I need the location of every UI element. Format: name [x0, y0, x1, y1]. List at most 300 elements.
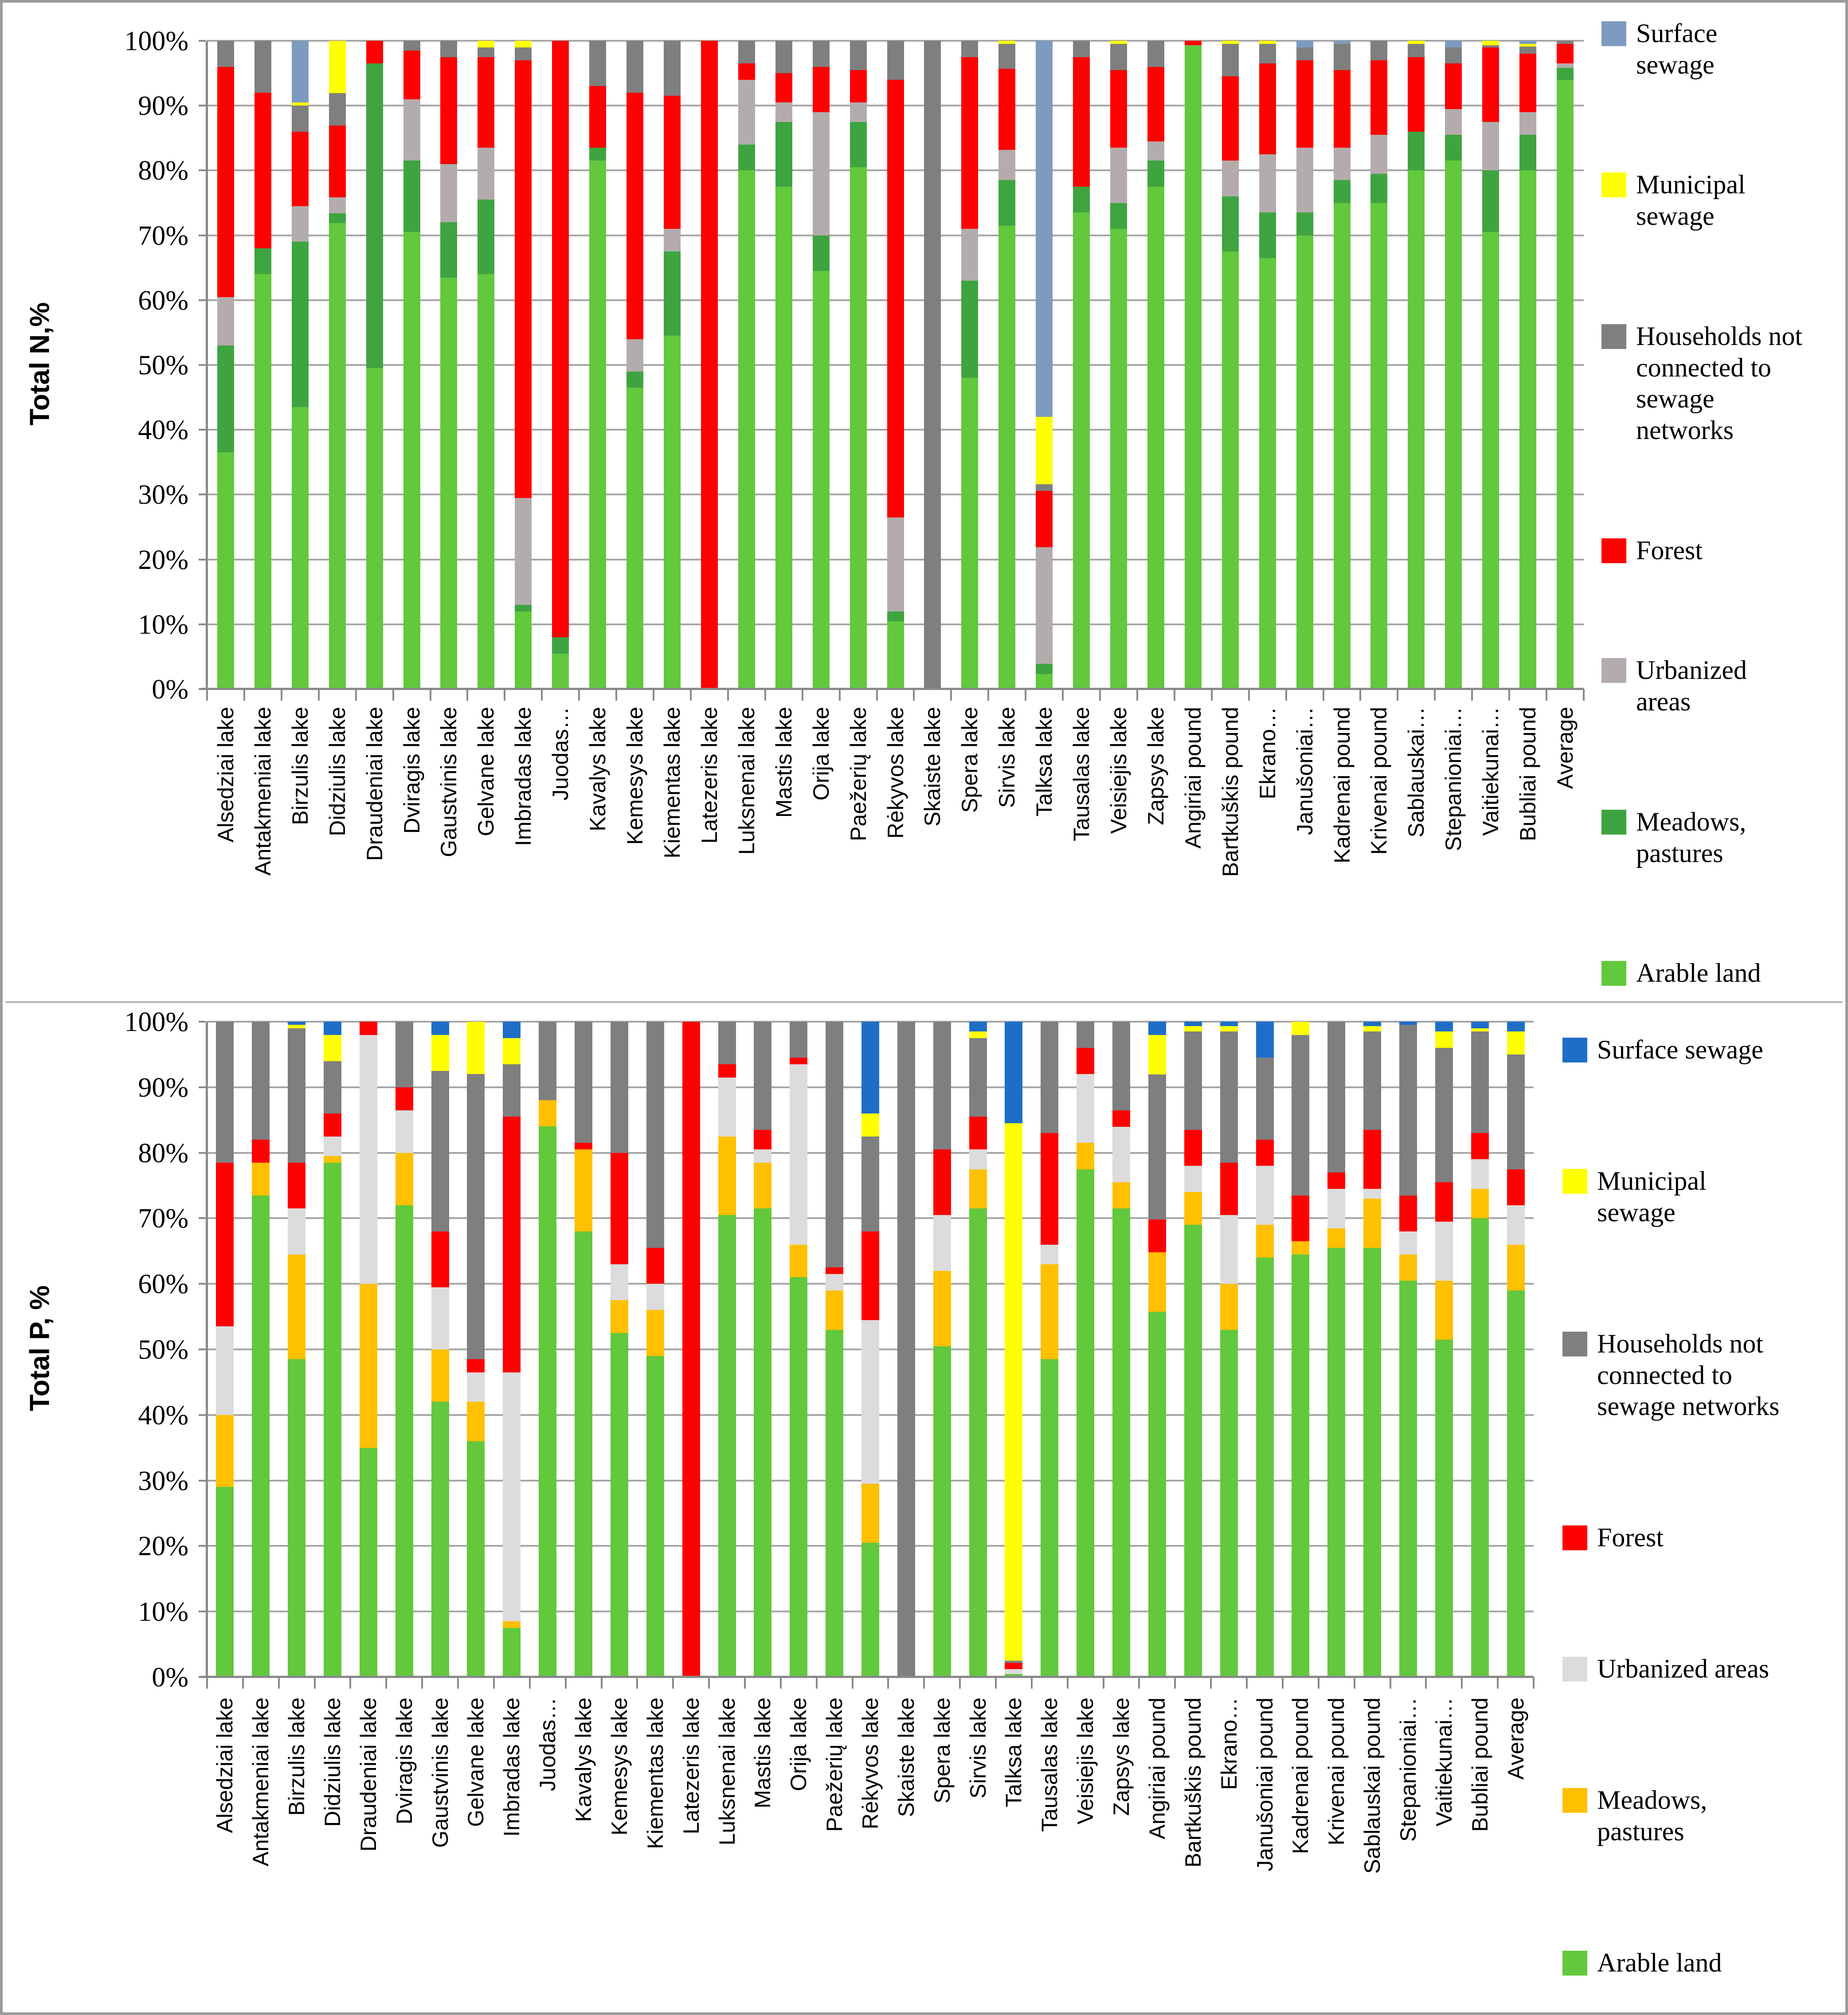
- bar-segment-meadows: [1296, 212, 1313, 235]
- bar-segment-arable: [1296, 235, 1313, 689]
- bar-segment-forest: [1077, 1048, 1094, 1074]
- x-tick-mark: [839, 689, 841, 701]
- x-tick-mark: [206, 1677, 208, 1689]
- bar-segment-meadows: [969, 1169, 987, 1209]
- bar-segment-households: [626, 41, 643, 93]
- legend-swatch-urbanized-icon: [1562, 1657, 1587, 1682]
- bar-skaiste-lake: [897, 1022, 915, 1677]
- y-axis-tick-label: 20%: [138, 1531, 188, 1562]
- legend-item-forest: [1562, 1522, 1844, 1553]
- bar-segment-arable: [403, 232, 420, 689]
- bar-segment-meadows: [254, 248, 271, 274]
- bar-segment-urbanized: [611, 1264, 628, 1300]
- x-tick-mark: [392, 689, 394, 701]
- x-axis-label: Skaiste lake: [920, 707, 945, 827]
- bar-sirvis-lake: [969, 1022, 987, 1677]
- bar-segment-meadows: [440, 222, 457, 277]
- bar-segment-households: [254, 41, 271, 93]
- bar-segment-meadows: [1482, 170, 1499, 232]
- bar-segment-households: [924, 41, 941, 689]
- legend-item-arable: [1601, 957, 1844, 989]
- legend-item-municipal: [1562, 1165, 1844, 1228]
- y-tick-mark: [199, 429, 206, 431]
- bar-segment-forest: [961, 57, 978, 229]
- bar-r-kyvos-lake: [887, 41, 904, 689]
- x-axis-label: Birzulis lake: [287, 707, 313, 825]
- bar-kemesys-lake: [626, 41, 643, 689]
- x-tick-mark: [1425, 1677, 1427, 1689]
- y-tick-mark: [199, 623, 206, 625]
- x-tick-mark: [690, 689, 692, 701]
- bar-segment-meadows: [1399, 1254, 1417, 1281]
- y-tick-mark: [199, 1545, 206, 1547]
- bar-segment-meadows: [1112, 1182, 1130, 1208]
- bar-segment-households: [933, 1022, 951, 1149]
- bar-segment-meadows: [611, 1300, 628, 1333]
- bar-segment-surface: [1334, 41, 1351, 44]
- bar-birzulis-lake: [292, 41, 309, 689]
- bar-segment-households: [1507, 1055, 1525, 1169]
- bar-segment-forest: [1507, 1169, 1525, 1205]
- bar-segment-forest: [1296, 60, 1313, 148]
- bar-segment-meadows: [324, 1156, 341, 1163]
- legend-swatch-municipal-icon: [1562, 1169, 1587, 1194]
- bar-kemesys-lake: [611, 1022, 628, 1677]
- bar-juodas-: [539, 1022, 556, 1677]
- bar-segment-forest: [998, 69, 1015, 150]
- bar-segment-municipal: [324, 1035, 341, 1061]
- x-axis-label: Bubliai pound: [1467, 1697, 1492, 1832]
- bar-segment-forest: [360, 1022, 377, 1035]
- bar-segment-surface: [1519, 41, 1536, 44]
- y-tick-mark: [199, 1349, 206, 1350]
- bar-segment-meadows: [718, 1137, 736, 1215]
- bar-gelvane-lake: [478, 41, 494, 689]
- bar-segment-households: [324, 1061, 341, 1113]
- total-p-chart-panel: [5, 1003, 1843, 2012]
- bar-segment-arable: [1519, 170, 1536, 689]
- legend-label: Households not connected to sewage networks: [1597, 1329, 1780, 1421]
- bar-r-kyvos-lake: [861, 1022, 879, 1677]
- bar-segment-arable: [1557, 80, 1574, 689]
- legend-p: [1562, 1034, 1844, 1979]
- x-axis-label: Stepanioniai…: [1441, 707, 1466, 851]
- bar-segment-forest: [1147, 67, 1164, 141]
- bar-segment-urbanized: [467, 1372, 485, 1402]
- y-tick-mark: [199, 169, 206, 171]
- bar-segment-arable: [718, 1215, 736, 1677]
- bar-segment-arable: [440, 278, 457, 689]
- x-tick-mark: [206, 689, 208, 701]
- bar-segment-forest: [754, 1130, 771, 1149]
- bar-segment-households: [790, 1022, 807, 1058]
- bar-segment-meadows: [1292, 1241, 1309, 1254]
- bar-kadrenai-pound: [1292, 1022, 1309, 1677]
- bar-imbradas-lake: [503, 1022, 521, 1677]
- legend-label: Meadows, pastures: [1636, 807, 1746, 868]
- bar-segment-urbanized: [664, 229, 681, 251]
- bar-stepanioniai-: [1445, 41, 1462, 689]
- bar-segment-arable: [252, 1196, 270, 1677]
- x-tick-mark: [1031, 1677, 1033, 1689]
- bar-segment-urbanized: [961, 229, 978, 281]
- y-axis-tick-label: 90%: [138, 91, 188, 122]
- legend-item-forest: [1601, 535, 1844, 566]
- bar-krivenai-pound: [1327, 1022, 1345, 1677]
- bar-segment-forest: [813, 67, 830, 112]
- bar-janu-oniai-: [1296, 41, 1313, 689]
- bar-segment-surface: [1363, 1022, 1381, 1026]
- legend-swatch-surface-icon: [1601, 21, 1626, 46]
- legend-item-urbanized: [1562, 1653, 1844, 1685]
- bar-segment-meadows: [1370, 174, 1387, 203]
- bar-segment-forest: [1185, 41, 1202, 45]
- x-tick-mark: [1282, 1677, 1284, 1689]
- bar-segment-households: [813, 41, 830, 67]
- bar-segment-forest: [403, 51, 420, 99]
- y-tick-mark: [199, 494, 206, 495]
- bar-segment-municipal: [1471, 1028, 1489, 1031]
- bar-segment-surface: [969, 1022, 987, 1031]
- y-axis-tick-label: 50%: [138, 350, 188, 380]
- bar-segment-urbanized: [478, 148, 494, 200]
- bar-segment-arable: [503, 1628, 521, 1677]
- bar-segment-municipal: [467, 1022, 485, 1074]
- bar-segment-arable: [1408, 170, 1425, 689]
- bar-segment-forest: [254, 93, 271, 248]
- bar-pae-eri-lake: [826, 1022, 843, 1677]
- bar-segment-arable: [467, 1441, 485, 1677]
- bar-segment-urbanized: [861, 1320, 879, 1484]
- y-axis-title-p: Total P, %: [24, 1285, 55, 1411]
- bar-segment-arable: [790, 1277, 807, 1677]
- x-tick-mark: [1248, 689, 1250, 701]
- bar-segment-municipal: [478, 41, 494, 47]
- bar-segment-households: [1077, 1022, 1094, 1048]
- bar-segment-arable: [1036, 674, 1053, 689]
- bar-skaiste-lake: [924, 41, 941, 689]
- legend-item-surface: [1601, 18, 1844, 81]
- bar-mastis-lake: [754, 1022, 771, 1677]
- y-axis-tick-label: 0%: [152, 674, 188, 705]
- bar-segment-forest: [467, 1359, 485, 1372]
- x-tick-mark: [780, 1677, 782, 1689]
- x-tick-mark: [816, 1677, 818, 1689]
- bar-segment-municipal: [1408, 41, 1425, 44]
- x-tick-mark: [578, 689, 580, 701]
- bar-segment-forest: [1073, 57, 1090, 187]
- x-tick-mark: [1497, 1677, 1499, 1689]
- bar-segment-meadows: [1557, 68, 1574, 79]
- bar-segment-arable: [552, 654, 569, 689]
- bar-segment-urbanized: [1036, 547, 1053, 664]
- bar-segment-arable: [1507, 1290, 1525, 1677]
- x-axis-label: Spera lake: [957, 707, 983, 813]
- bar-segment-forest: [701, 41, 718, 689]
- bar-segment-arable: [292, 407, 309, 689]
- bar-segment-urbanized: [1184, 1166, 1202, 1192]
- bar-segment-municipal: [1005, 1123, 1022, 1661]
- bar-segment-meadows: [861, 1484, 879, 1543]
- bar-segment-arable: [1112, 1208, 1130, 1677]
- x-axis-label: Krivenai pound: [1366, 707, 1392, 855]
- bar-segment-surface: [1507, 1022, 1525, 1031]
- bar-segment-forest: [850, 70, 867, 102]
- bar-segment-households: [754, 1022, 771, 1130]
- bar-segment-forest: [515, 60, 532, 498]
- bar-segment-meadows: [1036, 664, 1053, 674]
- bar-segment-households: [575, 1022, 592, 1143]
- x-tick-mark: [708, 1677, 710, 1689]
- x-tick-mark: [430, 689, 431, 701]
- bar-segment-meadows: [403, 161, 420, 232]
- x-tick-mark: [466, 689, 468, 701]
- y-axis-title-n: Total N,%: [24, 302, 55, 426]
- bar-segment-forest: [1222, 76, 1239, 161]
- bar-segment-municipal: [1148, 1035, 1166, 1074]
- bar-kadrenai-pound: [1334, 41, 1351, 689]
- bar-segment-arable: [1435, 1340, 1453, 1677]
- bar-segment-municipal: [1222, 41, 1239, 44]
- bar-segment-meadows: [1256, 1225, 1274, 1258]
- legend-label: Surface sewage: [1597, 1035, 1763, 1064]
- legend-swatch-meadows,-icon: [1562, 1788, 1587, 1813]
- bar-segment-surface: [324, 1022, 341, 1035]
- bar-segment-households: [1256, 1058, 1274, 1140]
- y-tick-mark: [199, 235, 206, 236]
- bar-segment-meadows: [216, 1415, 234, 1487]
- bar-veisiejis-lake: [1110, 41, 1127, 689]
- bar-segment-forest: [1327, 1172, 1345, 1189]
- bar-segment-arable: [887, 621, 904, 690]
- bar-segment-households: [738, 41, 755, 63]
- bar-segment-urbanized: [1256, 1166, 1274, 1225]
- legend-label: Municipal sewage: [1597, 1166, 1707, 1227]
- bar-segment-municipal: [431, 1035, 449, 1071]
- bar-segment-meadows: [1148, 1252, 1166, 1312]
- bar-segment-meadows: [626, 372, 643, 388]
- bar-segment-arable: [961, 378, 978, 689]
- bar-segment-forest: [1292, 1196, 1309, 1241]
- y-axis-tick-label: 40%: [138, 415, 188, 446]
- bar-luksnenai-lake: [718, 1022, 736, 1677]
- x-axis-label: Dviragis lake: [399, 707, 424, 834]
- x-tick-mark: [1246, 1677, 1248, 1689]
- bar-segment-arable: [738, 170, 755, 689]
- bar-segment-urbanized: [288, 1208, 305, 1254]
- bar-segment-arable: [1471, 1218, 1489, 1677]
- y-tick-mark: [199, 299, 206, 301]
- bar-segment-households: [1334, 44, 1351, 70]
- x-axis-label: Bubliai pound: [1515, 707, 1541, 842]
- legend-item-municipal: [1601, 169, 1844, 232]
- bar-segment-meadows: [1222, 196, 1239, 251]
- bar-zapsys-lake: [1112, 1022, 1130, 1677]
- bar-segment-arable: [217, 452, 234, 689]
- bar-segment-forest: [775, 73, 792, 102]
- bar-segment-arable: [850, 167, 867, 689]
- x-tick-mark: [1099, 689, 1101, 701]
- x-tick-mark: [243, 689, 245, 701]
- bar-segment-forest: [738, 63, 755, 80]
- bar-segment-meadows: [292, 242, 309, 407]
- bar-segment-households: [1399, 1025, 1417, 1195]
- bar-luksnenai-lake: [738, 41, 755, 689]
- bar-segment-households: [1327, 1022, 1345, 1172]
- x-tick-mark: [672, 1677, 674, 1689]
- y-tick-mark: [199, 559, 206, 561]
- y-tick-mark: [199, 1152, 206, 1154]
- bar-segment-forest: [1445, 63, 1462, 109]
- bar-segment-meadows: [850, 122, 867, 167]
- bar-segment-households: [1408, 44, 1425, 57]
- x-tick-mark: [1136, 689, 1138, 701]
- legend-swatch-arable-icon: [1601, 961, 1626, 986]
- bar-segment-meadows: [589, 148, 606, 161]
- bar-segment-municipal: [998, 41, 1015, 44]
- bar-segment-households: [1292, 1035, 1309, 1196]
- bar-segment-urbanized: [1077, 1074, 1094, 1143]
- bar-segment-meadows: [826, 1290, 843, 1330]
- bar-segment-municipal: [969, 1031, 987, 1038]
- legend-swatch-meadows,-icon: [1601, 810, 1626, 835]
- x-tick-mark: [1583, 689, 1585, 701]
- legend-swatch-surface-icon: [1562, 1038, 1587, 1062]
- x-tick-mark: [923, 1677, 925, 1689]
- bar-talksa-lake: [1036, 41, 1053, 689]
- bar-alsedziai-lake: [216, 1022, 234, 1677]
- bar-bartku-kis-pound: [1222, 41, 1239, 689]
- bar-segment-households: [1110, 44, 1127, 70]
- bar-segment-municipal: [1184, 1026, 1202, 1031]
- plot-area-p: [207, 1022, 1534, 1677]
- x-tick-mark: [727, 689, 729, 701]
- bar-segment-arable: [1185, 45, 1202, 689]
- x-axis-label: Bartkuškis pound: [1180, 1697, 1206, 1868]
- bar-average: [1557, 41, 1574, 689]
- bar-angiriai-pound: [1185, 41, 1202, 689]
- x-tick-mark: [1067, 1677, 1069, 1689]
- x-axis-line: [201, 688, 1584, 690]
- bar-segment-households: [1036, 484, 1053, 491]
- x-axis-label: Sablauskai pound: [1360, 1697, 1385, 1874]
- bar-segment-households: [395, 1022, 413, 1087]
- bar-segment-meadows: [1041, 1264, 1058, 1359]
- bar-segment-forest: [431, 1231, 449, 1287]
- bar-segment-surface: [1148, 1022, 1166, 1035]
- legend-swatch-arable-icon: [1562, 1951, 1587, 1976]
- y-tick-mark: [199, 1414, 206, 1416]
- x-axis-label: Rėkyvos lake: [883, 707, 908, 839]
- bar-segment-arable: [431, 1402, 449, 1677]
- bar-segment-urbanized: [826, 1274, 843, 1290]
- x-tick-mark: [421, 1677, 423, 1689]
- x-axis-label: Antakmeniai lake: [250, 707, 275, 876]
- bar-gaustvinis-lake: [440, 41, 457, 689]
- bar-segment-urbanized: [626, 339, 643, 372]
- x-axis-label: Veisiejis lake: [1073, 1697, 1098, 1825]
- x-axis-label: Tausalas lake: [1069, 707, 1094, 841]
- bar-segment-municipal: [1435, 1031, 1453, 1048]
- bar-segment-households: [1557, 41, 1574, 44]
- x-axis-label: Kadrenai pound: [1288, 1697, 1313, 1854]
- bar-segment-households: [998, 44, 1015, 69]
- x-tick-mark: [1323, 689, 1324, 701]
- bar-segment-forest: [503, 1117, 521, 1372]
- x-axis-label: Kiementas lake: [659, 707, 685, 859]
- x-tick-mark: [852, 1677, 854, 1689]
- x-axis-label: Kadrenai pound: [1329, 707, 1355, 864]
- bar-segment-arable: [575, 1231, 592, 1677]
- bar-segment-households: [1435, 1048, 1453, 1182]
- bar-segment-arable: [324, 1163, 341, 1677]
- y-axis-tick-label: 40%: [138, 1400, 188, 1431]
- bar-segment-meadows: [1077, 1143, 1094, 1169]
- bar-segment-forest: [552, 41, 569, 637]
- bar-segment-urbanized: [754, 1149, 771, 1163]
- bar-kavalys-lake: [589, 41, 606, 689]
- bar-segment-arable: [775, 187, 792, 689]
- bar-segment-meadows: [646, 1310, 664, 1356]
- bar-segment-urbanized: [933, 1215, 951, 1271]
- bar-segment-arable: [1363, 1248, 1381, 1677]
- bar-segment-urbanized: [1327, 1189, 1345, 1228]
- bar-segment-forest: [1482, 47, 1499, 122]
- bar-segment-households: [252, 1022, 270, 1140]
- x-tick-mark: [1354, 1677, 1355, 1689]
- bar-segment-arable: [1292, 1254, 1309, 1677]
- x-axis-label: Zapsys lake: [1143, 707, 1168, 825]
- bar-segment-forest: [1041, 1133, 1058, 1244]
- bar-segment-households: [897, 1022, 915, 1677]
- bar-segment-surface: [503, 1022, 521, 1038]
- bar-segment-households: [503, 1064, 521, 1117]
- bar-segment-households: [1041, 1022, 1058, 1133]
- bar-segment-urbanized: [1519, 112, 1536, 135]
- bar-segment-surface: [1184, 1022, 1202, 1026]
- x-axis-label: Gelvane lake: [463, 1697, 489, 1827]
- x-tick-mark: [876, 689, 878, 701]
- bar-segment-municipal: [861, 1113, 879, 1137]
- bar-segment-urbanized: [403, 99, 420, 161]
- x-axis-label: Sirvis lake: [994, 707, 1020, 808]
- bar-segment-arable: [216, 1487, 234, 1677]
- bar-segment-meadows: [887, 612, 904, 621]
- x-axis-label: Alsedziai lake: [213, 707, 238, 843]
- x-tick-mark: [764, 689, 766, 701]
- plot-area-n: [207, 41, 1584, 689]
- bar-segment-meadows: [1259, 212, 1276, 258]
- bar-segment-forest: [1399, 1196, 1417, 1231]
- bar-ekrano-: [1220, 1022, 1238, 1677]
- y-axis-tick-label: 80%: [138, 1138, 188, 1168]
- bar-segment-meadows: [754, 1163, 771, 1208]
- bar-stepanioniai-: [1399, 1022, 1417, 1677]
- bar-segment-households: [1184, 1031, 1202, 1130]
- x-axis-label: Imbradas lake: [499, 1697, 525, 1837]
- bar-segment-forest: [969, 1117, 987, 1149]
- bar-zapsys-lake: [1147, 41, 1164, 689]
- bar-segment-arable: [288, 1359, 305, 1677]
- bar-segment-arable: [360, 1448, 377, 1677]
- bar-segment-meadows: [217, 345, 234, 452]
- x-tick-mark: [1285, 689, 1287, 701]
- bar-tausalas-lake: [1073, 41, 1090, 689]
- x-axis-label: Orija lake: [786, 1697, 811, 1792]
- legend-n: [1601, 18, 1844, 989]
- bar-segment-urbanized: [850, 102, 867, 122]
- bar-segment-households: [589, 41, 606, 86]
